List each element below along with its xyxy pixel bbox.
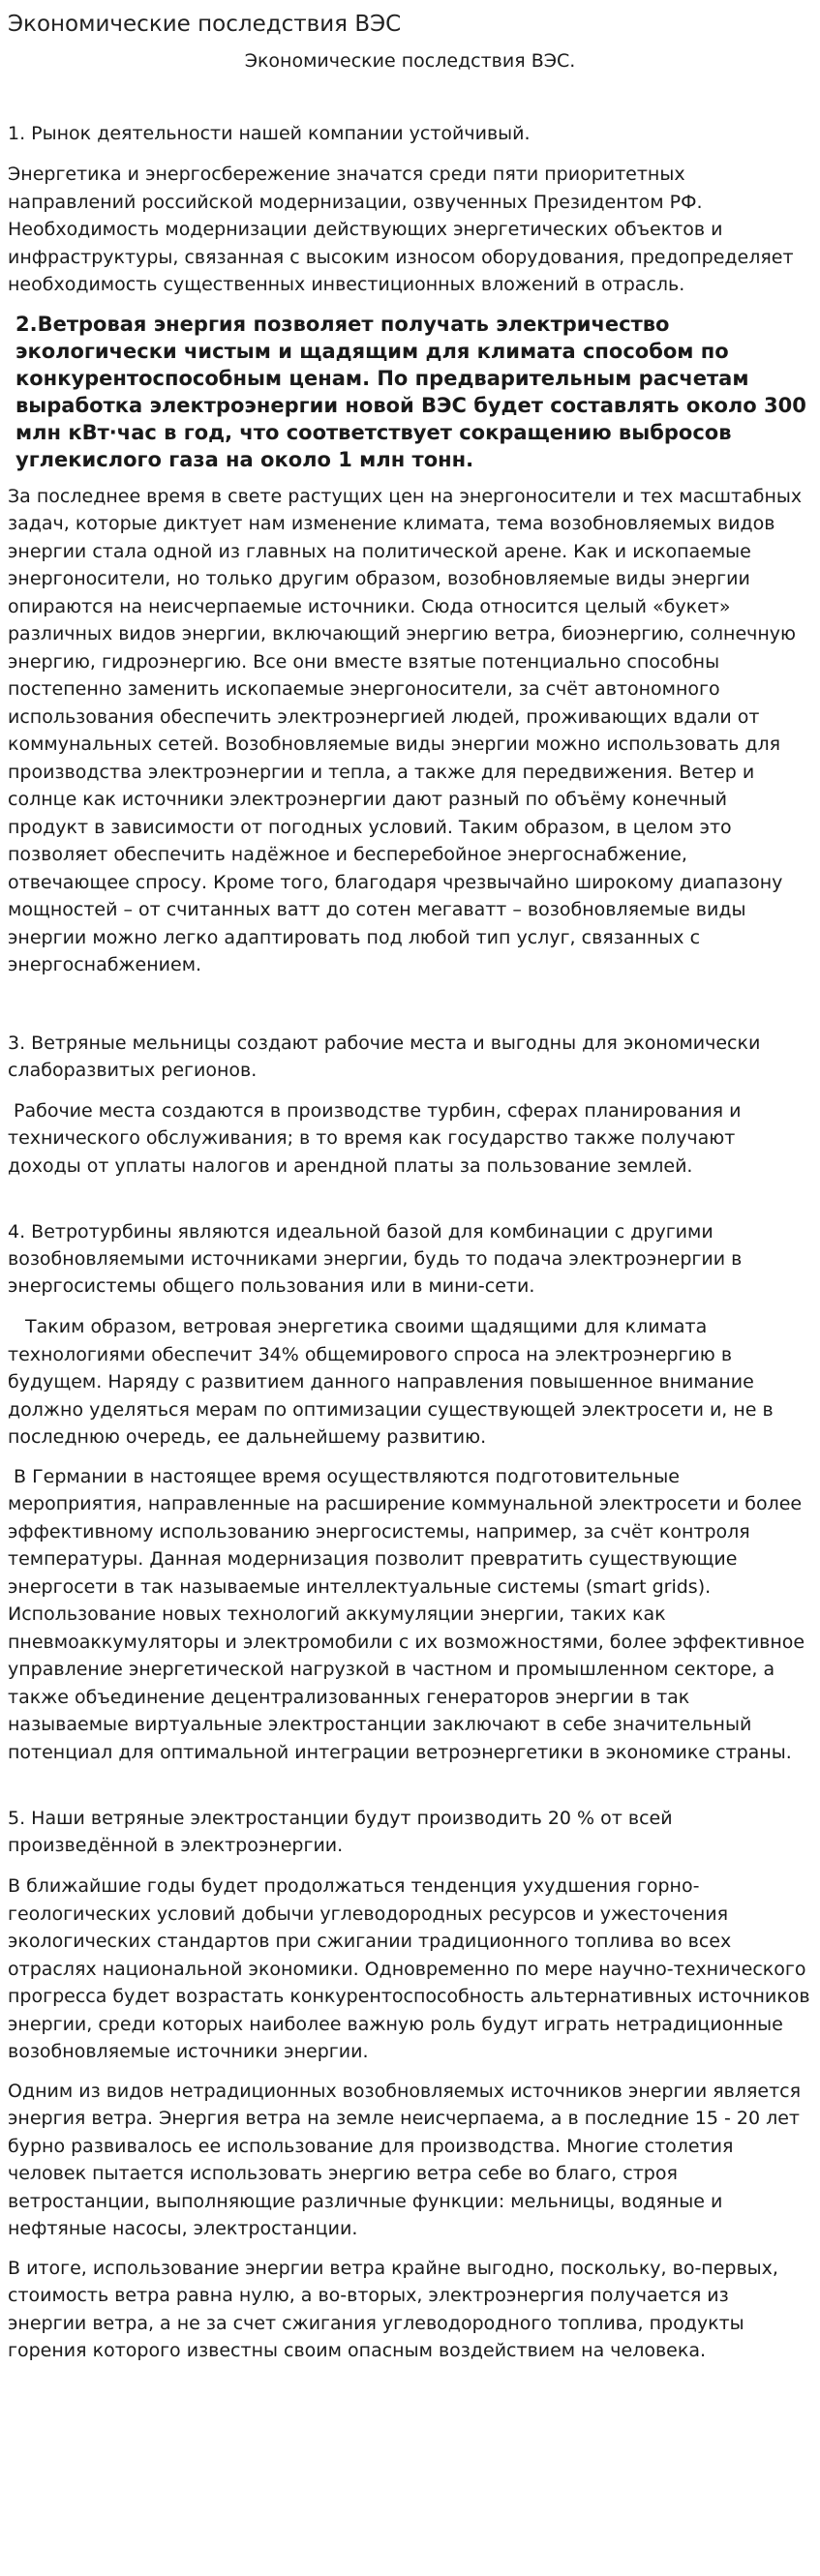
section-1-heading: 1. Рынок деятельности нашей компании устойчивый. <box>8 123 531 144</box>
page-title: Экономические последствия ВЭС <box>8 12 402 37</box>
spacer <box>8 991 812 1030</box>
section-3-heading: 3. Ветряные мельницы создают рабочие места и выгодны для экономически слаборазвитых регионов. <box>8 1032 761 1081</box>
section-4-paragraph-2: В Германии в настоящее время осуществляются подготовительные мероприятия, направленные на расширение коммунальной электросети и более эффективному использованию энергосистемы, например, за счёт контроля температуры. Данная модернизация позволит превратить существующие энергосети в так называемые интеллектуальные системы (smart grids). Использование новых технологий аккумуляции энергии, таких как пневмоаккумуляторы и электромобили с их возможностями, более эффективное управление энергетической нагрузкой в частном и промышленном секторе, а также объединение децентрализованных генераторов энергии в так называемые виртуальные электростанции заключают в себе значительный потенциал для оптимальной интеграции ветроэнергетики в экономике страны. <box>8 1465 805 1763</box>
spacer <box>8 1778 812 1805</box>
section-1-paragraph-1: Энергетика и энергосбережение значатся среди пяти приоритетных направлений российской модернизации, озвученных Президентом РФ. Необходимость модернизации действующих энергетических объектов и инфраструктуры, связанная с высоким износом оборудования, предопределяет необходимость существенных инвестиционных вложений в отрасль. <box>8 164 794 295</box>
section-4-heading: 4. Ветротурбины являются идеальной базой для комбинации с другими возобновляемыми источниками энергии, будь то подача электроэнергии в энергосистемы общего пользования или в мини-сети. <box>8 1221 743 1297</box>
document-title: Экономические последствия ВЭС. <box>244 50 576 72</box>
section-3-paragraph-1: Рабочие места создаются в производстве турбин, сферах планирования и технического обслуживания; в то время как государство также получают доходы от уплаты налогов и арендной платы за пользование землей. <box>8 1099 742 1177</box>
section-5-heading: 5. Наши ветряные электростанции будут производить 20 % от всей произведённой в электроэнергии. <box>8 1808 673 1856</box>
section-5-paragraph-3: В итоге, использование энергии ветра крайне выгодно, поскольку, во-первых, стоимость ветра равна нулю, а во-вторых, электроэнергия получается из энергии ветра, а не за счет сжигания углеводородного топлива, продукты горения которого известны своим опасным воздействием на человека. <box>8 2257 778 2361</box>
spacer <box>8 1191 812 1218</box>
section-2-paragraph-1: За последнее время в свете растущих цен на энергоносители и тех масштабных задач, которые диктует нам изменение климата, тема возобновляемых видов энергии стала одной из главных на политической арене. Как и ископаемые энергоносители, но только другим образом, возобновляемые виды энергии опираются на неисчерпаемые источники. Сюда относится целый «букет» различных видов энергии, включающий энергию ветра, биоэнергию, солнечную энергию, гидроэнергию. Все они вместе взятые потенциально способны постепенно заменить ископаемые энергоносители, за счёт автономного использования обеспечить электроэнергией людей, проживающих вдали от коммунальных сетей. Возобновляемые виды энергии можно использовать для производства электроэнергии и тепла, а также для передвижения. Ветер и солнце как источники электроэнергии дают разный по объёму конечный продукт в зависимости от погодных условий. Таким образом, в целом это позволяет обеспечить надёжное и бесперебойное энергоснабжение, отвечающее спросу. Кроме того, благодаря чрезвычайно широкому диапазону мощностей – от считанных ватт до сотен мегаватт – возобновляемые виды энергии можно легко адаптировать под любой тип услуг, связанных с энергоснабжением. <box>8 485 803 975</box>
section-4-paragraph-1: Таким образом, ветровая энергетика своими щадящими для климата технологиями обеспечит 34% общемирового спроса на электроэнергию в будущем. Наряду с развитием данного направления повышенное внимание должно уделяться мерам по оптимизации существующей электросети и, не в последнюю очередь, ее дальнейшему развитию. <box>8 1316 774 1448</box>
section-2-heading: 2.Ветровая энергия позволяет получать электричество экологически чистым и щадящим для климата способом по конкурентоспособным ценам. По предварительным расчетам выработка электроэнергии новой ВЭС будет составлять около 300 млн кВт·час в год, что соответствует сокращению выбросов углекислого газа на около 1 млн тонн. <box>15 312 806 471</box>
section-5-paragraph-1: В ближайшие годы будет продолжаться тенденция ухудшения горно-геологических условий добычи углеводородных ресурсов и ужесточения экологических стандартов при сжигании традиционного топлива во всех отраслях национальной экономики. Одновременно по мере научно-технического прогресса будет возрастать конкурентоспособность альтернативных источников энергии, среди которых наиболее важную роль будут играть нетрадиционные возобновляемые источники энергии. <box>8 1875 810 2062</box>
section-5-paragraph-2: Одним из видов нетрадиционных возобновляемых источников энергии является энергия ветра. Энергия ветра на земле неисчерпаема, а в последние 15 - 20 лет бурно развивалось ее использование для производства. Многие столетия человек пытается использовать энергию ветра себе во благо, строя ветростанции, выполняющие различные функции: мельницы, водяные и нефтяные насосы, электростанции. <box>8 2080 802 2239</box>
